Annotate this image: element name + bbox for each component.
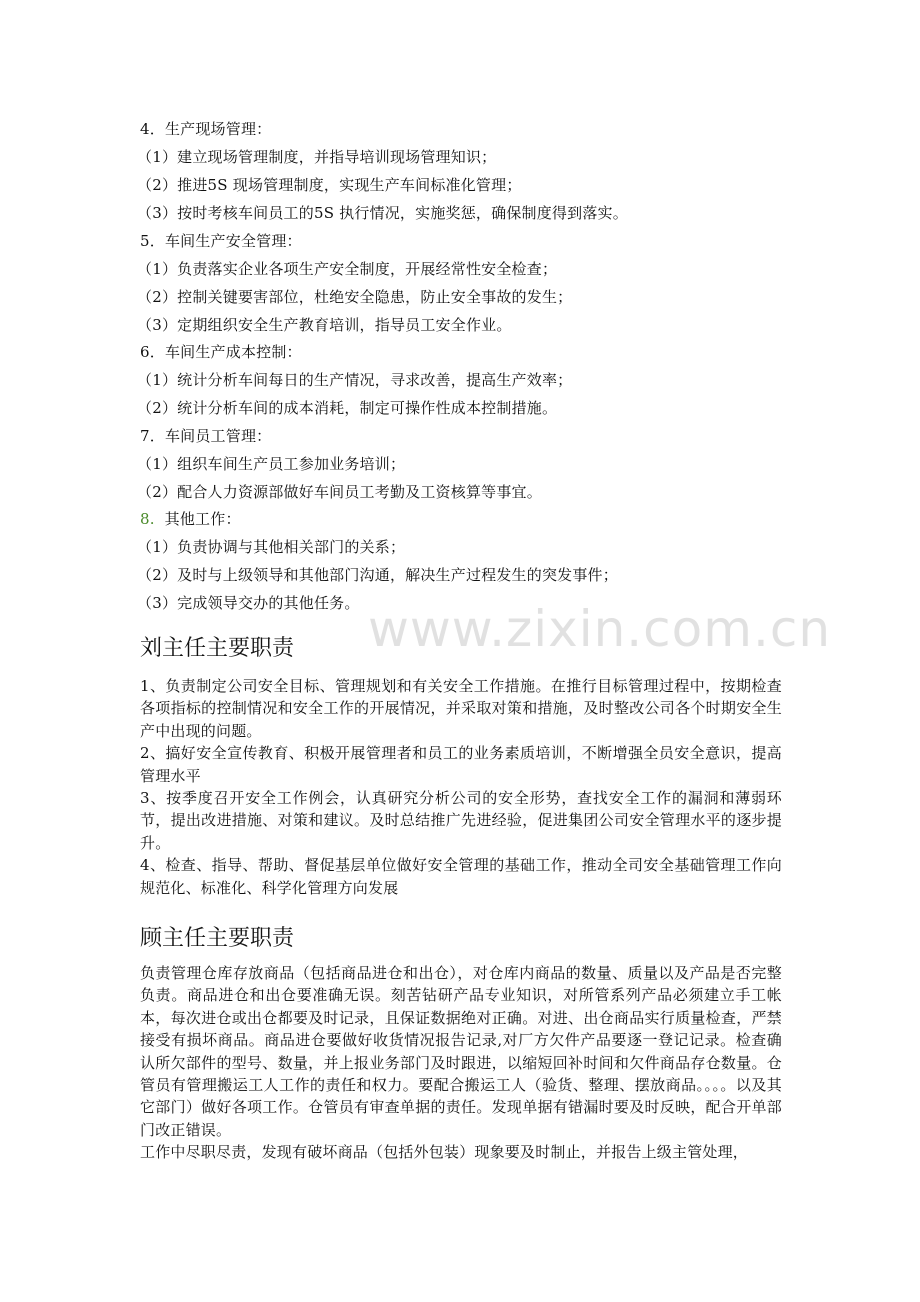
section-8-title-text: 其他工作： (164, 510, 241, 528)
section-6-title: 6．车间生产成本控制： (140, 343, 302, 361)
section-8-item-2: （2）及时与上级领导和其他部门沟通，解决生产过程发生的突发事件； (137, 566, 618, 584)
section-7-item-1: （1）组织车间生产员工参加业务培训； (137, 455, 406, 473)
section-7-item-2: （2）配合人力资源部做好车间员工考勤及工资核算等事宜。 (137, 483, 542, 501)
section-8-item-1: （1）负责协调与其他相关部门的关系； (137, 538, 406, 556)
gu-responsibilities (140, 962, 782, 1164)
section-4-item-2: （2）推进5S 现场管理制度，实现生产车间标准化管理； (137, 176, 522, 194)
section-8-title (140, 510, 241, 528)
gu-heading: 顾主任主要职责 (140, 926, 295, 951)
section-8-number: 8. (140, 510, 155, 528)
section-5-item-2: （2）控制关键要害部位，杜绝安全隐患，防止安全事故的发生； (137, 288, 573, 306)
section-7-title: 7．车间员工管理： (140, 427, 272, 445)
liu-paragraph-2: 2、搞好安全宣传教育、积极开展管理者和员工的业务素质培训，不断增强全员安全意识，提高管理水平 (140, 744, 782, 785)
section-5-item-1: （1）负责落实企业各项生产安全制度，开展经常性安全检查； (137, 260, 558, 278)
liu-heading: 刘主任主要职责 (140, 636, 295, 661)
section-4-item-1: （1）建立现场管理制度，并指导培训现场管理知识； (137, 148, 497, 166)
liu-paragraph-4: 4、检查、指导、帮助、督促基层单位做好安全管理的基础工作，推动全司安全基础管理工作向规范化、标准化、科学化管理方向发展 (140, 856, 782, 897)
liu-paragraph-1: 1、负责制定公司安全目标、管理规划和有关安全工作措施。在推行目标管理过程中，按期检查各项指标的控制情况和安全工作的开展情况，并采取对策和措施，及时整改公司各个时期安全生产中出现的问题。 (140, 677, 782, 740)
gu-paragraph-2: 工作中尽职尽责，发现有破坏商品（包括外包装）现象要及时制止，并报告上级主管处理， (140, 1143, 749, 1162)
section-6-item-1: （1）统计分析车间每日的生产情况，寻求改善，提高生产效率； (137, 371, 573, 389)
liu-responsibilities (140, 675, 782, 899)
section-4-item-3: （3）按时考核车间员工的5S 执行情况，实施奖惩，确保制度得到落实。 (137, 204, 628, 222)
watermark: www.zixin.com.cn (368, 600, 832, 658)
section-4-title: 4．生产现场管理： (140, 120, 272, 138)
section-6-item-2: （2）统计分析车间的成本消耗，制定可操作性成本控制措施。 (137, 399, 558, 417)
gu-paragraph-1: 负责管理仓库存放商品（包括商品进仓和出仓），对仓库内商品的数量、质量以及产品是否完整负责。商品进仓和出仓要准确无误。刻苦钻研产品专业知识，对所管系列产品必须建立手工帐本，每次进仓或出仓都要及时记录，且保证数据绝对正确。对进、出仓商品实行质量检查，严禁接受有损坏商品。商品进仓要做好收货情况报告记录,对厂方欠件产品要逐一登记记录。检查确认所欠部件的型号、数量，并上报业务部门及时跟进，以缩短回补时间和欠件商品存仓数量。仓管员有管理搬运工人工作的责任和权力。要配合搬运工人（验货、整理、摆放商品。。。。以及其它部门）做好各项工作。仓管员有审查单据的责任。发现单据有错漏时要及时反映，配合开单部门改正错误。 (140, 964, 782, 1139)
section-5-title: 5．车间生产安全管理： (140, 232, 302, 250)
section-8-item-3: （3）完成领导交办的其他任务。 (137, 594, 360, 612)
liu-paragraph-3: 3、按季度召开安全工作例会，认真研究分析公司的安全形势，查找安全工作的漏洞和薄弱环节，提出改进措施、对策和建议。及时总结推广先进经验，促进集团公司安全管理水平的逐步提升。 (140, 789, 782, 852)
section-5-item-3: （3）定期组织安全生产教育培训，指导员工安全作业。 (137, 316, 512, 334)
